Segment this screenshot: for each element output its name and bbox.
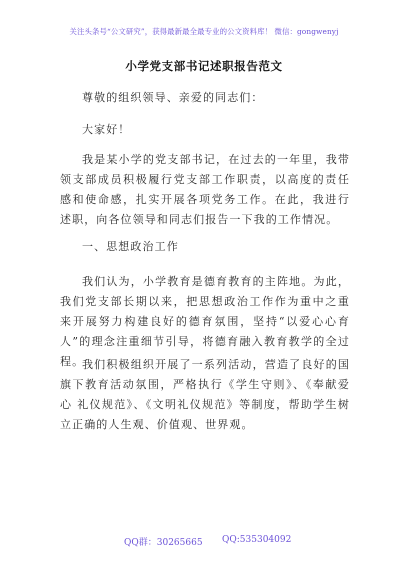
document-title: 小学党支部书记述职报告范文: [125, 59, 283, 73]
section-heading: 一、思想政治工作: [82, 240, 179, 253]
paragraph-moral-education: 我们认为，小学教育是德育教育的主阵地。为此，我们党支部长期以来，把思想政治工作作为重中之重来开展努力构建良好的德育氛围，坚持“以爱心心育人”的理念注重细节引导，将德育融入教育教学的全过程。: [60, 275, 350, 368]
header-note: 关注头条号“公文研究”，获得最新最全最专业的公文资料库！ 微信：gongwenyj: [69, 27, 339, 36]
footer-qq: QQ:535304092: [222, 535, 292, 545]
paragraph-intro: 我是某小学的党支部书记，在过去的一年里，我带领支部成员积极履行党支部工作职责，以高度的责任感和使命感，扎实开展各项党务工作。在此，我进行述职，向各位领导和同志们报告一下我的工作情况。: [60, 153, 350, 226]
salutation: 尊敬的组织领导、亲爱的同志们：: [82, 91, 264, 104]
paragraph-activities: 我们积极组织开展了一系列活动，营造了良好的国旗下教育活动氛围，严格执行《学生守则》、《奉献爱心 礼仪规范》、《文明礼仪规范》等制度，帮助学生树立正确的人生观、价值观、世界观。: [60, 358, 350, 431]
footer-qq-group: QQ群：30265665: [124, 538, 203, 548]
greeting: 大家好！: [82, 123, 131, 136]
